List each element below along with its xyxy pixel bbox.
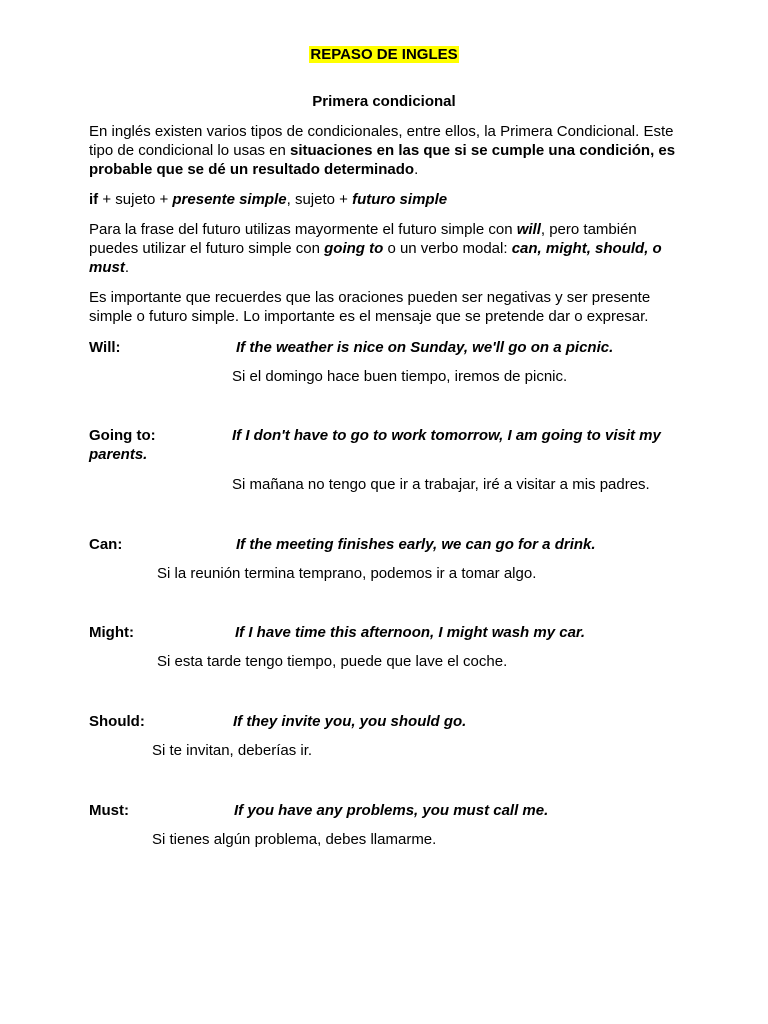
formula-line [89, 190, 689, 209]
future-paragraph [89, 220, 689, 277]
example-label-can: Can: [89, 536, 123, 553]
intro-paragraph [89, 122, 689, 179]
example-spanish-should: Si te invitan, deberías ir. [152, 742, 313, 759]
example-spanish-can: Si la reunión termina temprano, podemos ir a tomar algo. [157, 565, 537, 582]
example-spanish-might: Si esta tarde tengo tiempo, puede que lave el coche. [157, 653, 508, 670]
example-label-might: Might: [89, 624, 134, 641]
example-english-going-to-line1: If I don't have to go to work tomorrow, I am going to visit my [232, 427, 661, 444]
future-text-2: , pero también puedes utilizar el futuro simple con [89, 221, 637, 257]
page-title [0, 45, 768, 64]
example-spanish-going-to: Si mañana no tengo que ir a trabajar, iré a visitar a mis padres. [232, 476, 650, 493]
important-paragraph: Es importante que recuerdes que las oraciones pueden ser negativas y ser presente simple o futuro simple. Lo importante es el mensaje que se pretende dar o expresar. [89, 289, 651, 325]
example-english-can: If the meeting finishes early, we can go for a drink. [236, 536, 596, 553]
example-spanish-must: Si tienes algún problema, debes llamarme. [152, 831, 437, 848]
example-english-will: If the weather is nice on Sunday, we'll go on a picnic. [236, 339, 614, 356]
example-label-going-to: Going to: [89, 427, 156, 444]
future-text-3: o un verbo modal: [383, 240, 512, 257]
formula-part-2: , sujeto + [286, 191, 353, 208]
example-spanish-will: Si el domingo hace buen tiempo, iremos de picnic. [232, 368, 568, 385]
future-will: will [516, 221, 541, 238]
formula-future: futuro simple [352, 191, 448, 208]
formula-if: if [89, 191, 99, 208]
example-english-must: If you have any problems, you must call me. [234, 802, 549, 819]
future-text-4: . [124, 259, 130, 276]
formula-present: presente simple [172, 191, 287, 208]
intro-text-2: . [414, 161, 419, 178]
intro-bold-text: situaciones en las que si se cumple una condición, es probable que se dé un resultado determinado [89, 142, 676, 178]
future-going-to: going to [324, 240, 384, 257]
example-english-might: If I have time this afternoon, I might wash my car. [235, 624, 586, 641]
future-modals: can, might, should, o must [89, 240, 662, 276]
example-english-should: If they invite you, you should go. [233, 713, 467, 730]
example-label-will: Will: [89, 339, 121, 356]
formula-part-1: + sujeto + [98, 191, 173, 208]
page-title-highlight: REPASO DE INGLES [310, 46, 458, 63]
example-english-going-to-line2: parents. [89, 446, 148, 463]
section-subtitle: Primera condicional [312, 93, 456, 110]
intro-text-1: En inglés existen varios tipos de condicionales, entre ellos, la Primera Condicional. Este tipo de condicional lo usas en [89, 123, 674, 159]
future-text-1: Para la frase del futuro utilizas mayormente el futuro simple con [89, 221, 517, 238]
example-label-should: Should: [89, 713, 145, 730]
example-label-must: Must: [89, 802, 129, 819]
